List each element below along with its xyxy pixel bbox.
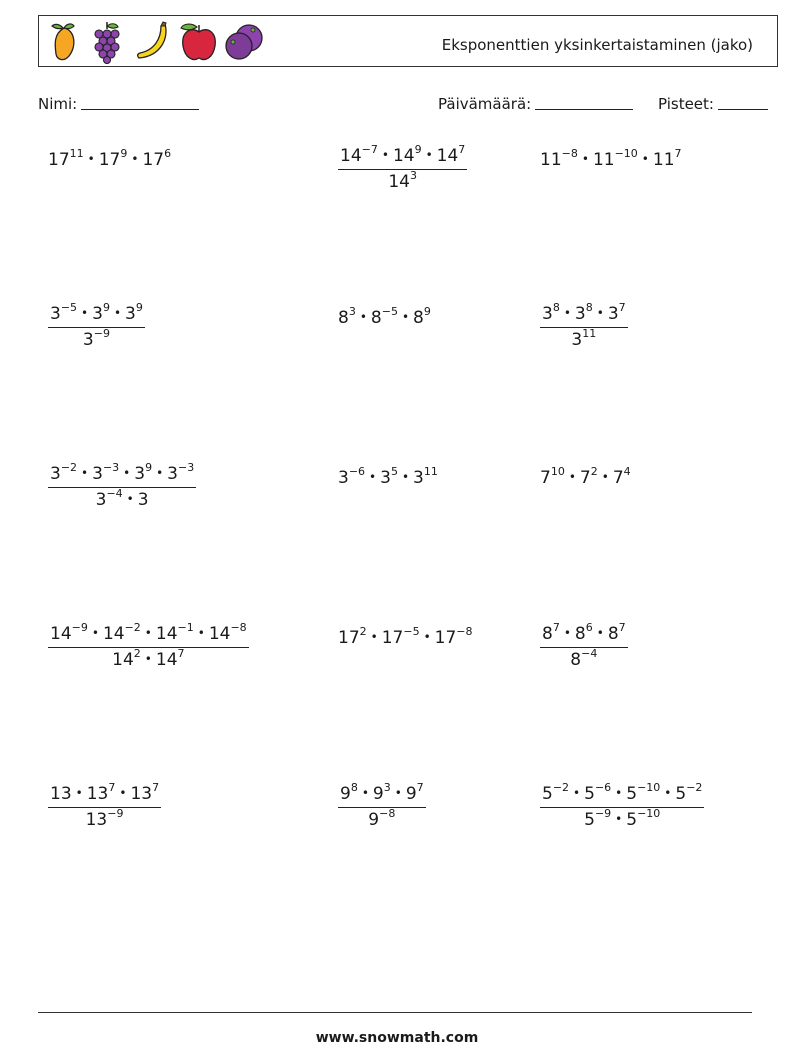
power-term [392, 143, 422, 166]
base: 11 [540, 150, 562, 170]
exponent: 8 [585, 301, 593, 314]
exponent: 7 [674, 147, 682, 160]
base: 5 [584, 810, 595, 830]
multiply-dot: • [126, 492, 134, 506]
power-term [571, 327, 597, 350]
multiply-dot: • [361, 786, 369, 800]
multiply-dot: • [563, 626, 571, 640]
multiply-dot: • [87, 152, 95, 166]
power-term [380, 465, 398, 488]
exponent: 4 [623, 465, 631, 478]
power-term [584, 781, 612, 804]
base: 14 [50, 624, 72, 644]
base: 8 [574, 624, 586, 644]
power-term [372, 781, 391, 804]
power-term [95, 487, 123, 510]
multiply-dot: • [573, 786, 581, 800]
multiply-dot: • [563, 306, 571, 320]
exponent: 11 [69, 147, 84, 160]
exponent: 9 [145, 461, 153, 474]
exponent: 6 [585, 621, 593, 634]
power-term [413, 305, 431, 328]
power-term [338, 305, 356, 328]
fraction [48, 781, 161, 830]
score-blank[interactable] [718, 109, 768, 110]
score-field[interactable] [658, 95, 768, 113]
base: 8 [338, 308, 349, 328]
exponent: −10 [614, 147, 638, 160]
power-term [340, 143, 378, 166]
base: 8 [413, 308, 424, 328]
power-term [125, 301, 143, 324]
power-term [434, 625, 473, 648]
exponent: −2 [60, 461, 78, 474]
multiply-dot: • [144, 652, 152, 666]
power-term [85, 807, 124, 830]
denominator [338, 169, 467, 192]
exponent: 2 [133, 647, 141, 660]
multiply-dot: • [113, 306, 122, 320]
problem-9 [540, 465, 631, 488]
base: 8 [607, 624, 619, 644]
base: 11 [652, 150, 675, 170]
exponent: 2 [359, 625, 367, 638]
exponent: 7 [108, 781, 116, 794]
power-term [626, 781, 661, 804]
base: 3 [50, 464, 61, 484]
fraction [48, 621, 249, 670]
exponent: 9 [135, 301, 143, 314]
base: 9 [340, 784, 351, 804]
problem-3 [540, 147, 682, 170]
base: 14 [155, 624, 178, 644]
base: 5 [675, 784, 687, 804]
worksheet-title: Eksponenttien yksinkertaistaminen (jako) [441, 36, 753, 54]
numerator [48, 621, 249, 647]
multiply-dot: • [359, 310, 367, 324]
base: 3 [542, 304, 553, 324]
base: 3 [92, 464, 103, 484]
problem-11 [338, 625, 473, 648]
power-term [102, 621, 141, 644]
exponent: −10 [637, 781, 661, 794]
power-term [134, 461, 153, 484]
denominator [48, 327, 145, 350]
base: 3 [95, 490, 107, 510]
multiply-dot: • [81, 466, 89, 480]
footer-divider [38, 1012, 752, 1013]
base: 8 [570, 650, 582, 670]
base: 3 [50, 304, 61, 324]
base: 9 [405, 784, 417, 804]
base: 3 [574, 304, 586, 324]
multiply-dot: • [423, 630, 431, 644]
multiply-dot: • [601, 470, 609, 484]
exponent: 11 [582, 327, 597, 340]
problem-7 [48, 461, 196, 510]
fraction [540, 301, 628, 350]
power-term [574, 621, 593, 644]
base: 8 [542, 624, 553, 644]
multiply-dot: • [425, 148, 433, 162]
power-term [570, 647, 598, 670]
exponent: −9 [71, 621, 88, 634]
fraction [338, 143, 467, 192]
numerator [540, 621, 628, 647]
multiply-dot: • [596, 626, 604, 640]
numerator [338, 781, 426, 807]
base: 14 [112, 650, 134, 670]
exponent: −8 [379, 807, 396, 820]
denominator [540, 807, 704, 830]
name-blank[interactable] [81, 109, 199, 110]
power-term [138, 490, 149, 510]
power-term [112, 647, 141, 670]
base: 14 [102, 624, 125, 644]
exponent: −2 [552, 781, 570, 794]
base: 14 [436, 146, 459, 166]
exponent: 7 [177, 647, 185, 660]
power-term [92, 301, 110, 324]
base: 3 [380, 468, 391, 488]
fraction [540, 621, 628, 670]
multiply-dot: • [75, 786, 83, 800]
banana-icon [133, 20, 173, 64]
power-term [675, 781, 703, 804]
power-term [652, 147, 682, 170]
problem-2 [338, 143, 467, 192]
multiply-dot: • [615, 786, 623, 800]
plum-icon [223, 20, 267, 64]
base: 5 [626, 810, 638, 830]
power-term [338, 625, 367, 648]
power-term [92, 461, 120, 484]
exponent: 9 [102, 301, 110, 314]
multiply-dot: • [394, 786, 402, 800]
exponent: 11 [423, 465, 438, 478]
base: 7 [612, 468, 624, 488]
mango-icon [47, 20, 81, 64]
multiply-dot: • [581, 152, 589, 166]
power-term [368, 807, 396, 830]
multiply-dot: • [381, 148, 389, 162]
multiply-dot: • [156, 466, 164, 480]
multiply-dot: • [197, 626, 205, 640]
base: 14 [340, 146, 362, 166]
fraction [338, 781, 426, 830]
power-term [48, 147, 84, 170]
power-term [405, 781, 424, 804]
exponent: 2 [590, 465, 598, 478]
base: 7 [579, 468, 591, 488]
apple-icon [177, 20, 221, 64]
power-term [592, 147, 638, 170]
base: 17 [338, 628, 360, 648]
exponent: −5 [381, 305, 398, 318]
base: 11 [592, 150, 615, 170]
power-term [50, 461, 78, 484]
problem-8 [338, 465, 438, 488]
base: 14 [155, 650, 178, 670]
power-term [381, 625, 420, 648]
problem-15 [540, 781, 704, 830]
exponent: 3 [383, 781, 391, 794]
exponent: 8 [350, 781, 358, 794]
exponent: 7 [152, 781, 160, 794]
power-term [142, 147, 172, 170]
exponent: −3 [102, 461, 120, 474]
exponent: −1 [177, 621, 194, 634]
exponent: −5 [403, 625, 420, 638]
multiply-dot: • [144, 626, 152, 640]
power-term [50, 301, 78, 324]
problem-4 [48, 301, 145, 350]
base: 14 [388, 172, 410, 192]
power-term [86, 781, 116, 804]
exponent: −2 [124, 621, 141, 634]
grapes-icon [89, 20, 125, 64]
base: 17 [381, 628, 404, 648]
power-term [413, 465, 438, 488]
power-term [155, 621, 194, 644]
base: 13 [86, 784, 109, 804]
problem-14 [338, 781, 426, 830]
exponent: −4 [581, 647, 598, 660]
denominator [48, 647, 249, 670]
exponent: 3 [348, 305, 356, 318]
denominator [48, 487, 196, 510]
power-term [574, 301, 593, 324]
numerator [48, 461, 196, 487]
base: 5 [542, 784, 553, 804]
numerator [540, 781, 704, 807]
multiply-dot: • [81, 306, 89, 320]
multiply-dot: • [615, 812, 623, 826]
exponent: −9 [107, 807, 124, 820]
multiply-dot: • [123, 466, 131, 480]
base: 5 [584, 784, 595, 804]
multiply-dot: • [91, 626, 99, 640]
power-term [388, 169, 417, 192]
base: 3 [125, 304, 136, 324]
base: 17 [142, 150, 165, 170]
exponent: 7 [618, 621, 626, 634]
date-blank[interactable] [535, 109, 633, 110]
problem-5 [338, 305, 431, 328]
power-term [370, 305, 398, 328]
base: 17 [48, 150, 70, 170]
problem-1 [48, 147, 172, 170]
numerator [48, 781, 161, 807]
power-term [130, 781, 160, 804]
numerator [540, 301, 628, 327]
header-box [38, 15, 778, 67]
base: 17 [98, 150, 121, 170]
multiply-dot: • [664, 786, 672, 800]
base: 5 [626, 784, 638, 804]
exponent: −9 [93, 327, 110, 340]
base: 3 [92, 304, 103, 324]
base: 13 [50, 784, 72, 804]
exponent: −8 [230, 621, 247, 634]
exponent: 7 [552, 621, 560, 634]
fraction [48, 461, 196, 510]
power-term [607, 621, 626, 644]
exponent: 5 [390, 465, 398, 478]
multiply-dot: • [568, 470, 576, 484]
multiply-dot: • [119, 786, 127, 800]
fraction [48, 301, 145, 350]
power-term [98, 147, 128, 170]
exponent: 9 [120, 147, 128, 160]
problem-13 [48, 781, 161, 830]
exponent: 8 [552, 301, 560, 314]
fraction [540, 781, 704, 830]
exponent: −6 [594, 781, 612, 794]
exponent: 9 [423, 305, 431, 318]
base: 7 [540, 468, 551, 488]
power-term [540, 465, 565, 488]
multiply-dot: • [369, 470, 377, 484]
power-term [612, 465, 631, 488]
denominator [540, 327, 628, 350]
base: 3 [413, 468, 424, 488]
power-term [542, 781, 570, 804]
exponent: −6 [348, 465, 366, 478]
base: 3 [134, 464, 146, 484]
footer-url: www.snowmath.com [315, 1030, 479, 1046]
exponent: 7 [416, 781, 424, 794]
power-term [579, 465, 598, 488]
exponent: −4 [106, 487, 123, 500]
power-term [50, 621, 88, 644]
exponent: 7 [618, 301, 626, 314]
multiply-dot: • [641, 152, 649, 166]
exponent: 6 [164, 147, 172, 160]
power-term [607, 301, 626, 324]
base: 8 [370, 308, 382, 328]
power-term [542, 621, 560, 644]
power-term [167, 461, 195, 484]
exponent: −7 [361, 143, 378, 156]
power-term [155, 647, 185, 670]
exponent: 10 [550, 465, 565, 478]
base: 13 [85, 810, 108, 830]
name-field[interactable] [38, 95, 199, 113]
exponent: −8 [561, 147, 578, 160]
power-term [338, 465, 366, 488]
exponent: −9 [594, 807, 612, 820]
multiply-dot: • [401, 310, 410, 324]
base: 3 [137, 490, 149, 510]
power-term [542, 301, 560, 324]
date-field[interactable] [438, 95, 633, 113]
power-term [540, 147, 578, 170]
base: 13 [130, 784, 153, 804]
exponent: −10 [637, 807, 661, 820]
name-label: Nimi: [38, 95, 78, 113]
base: 3 [607, 304, 619, 324]
base: 3 [338, 468, 349, 488]
exponent: 9 [414, 143, 422, 156]
power-term [584, 807, 612, 830]
base: 17 [434, 628, 457, 648]
exponent: 7 [458, 143, 466, 156]
exponent: −5 [60, 301, 78, 314]
base: 3 [571, 330, 583, 350]
power-term [208, 621, 247, 644]
power-term [626, 807, 661, 830]
power-term [340, 781, 358, 804]
multiply-dot: • [401, 470, 410, 484]
problem-6 [540, 301, 628, 350]
problem-12 [540, 621, 628, 670]
multiply-dot: • [131, 152, 139, 166]
exponent: −3 [177, 461, 195, 474]
base: 3 [82, 330, 94, 350]
score-label: Pisteet: [658, 95, 714, 113]
denominator [48, 807, 161, 830]
denominator [540, 647, 628, 670]
base: 3 [167, 464, 178, 484]
exponent: −8 [456, 625, 473, 638]
multiply-dot: • [370, 630, 378, 644]
multiply-dot: • [596, 306, 604, 320]
power-term [436, 143, 466, 166]
power-term [50, 784, 72, 804]
base: 14 [392, 146, 415, 166]
problem-10 [48, 621, 249, 670]
base: 14 [208, 624, 231, 644]
denominator [338, 807, 426, 830]
base: 9 [372, 784, 384, 804]
power-term [82, 327, 110, 350]
exponent: 3 [409, 169, 417, 182]
numerator [48, 301, 145, 327]
numerator [338, 143, 467, 169]
base: 9 [368, 810, 380, 830]
date-label: Päivämäärä: [438, 95, 532, 113]
exponent: −2 [686, 781, 703, 794]
